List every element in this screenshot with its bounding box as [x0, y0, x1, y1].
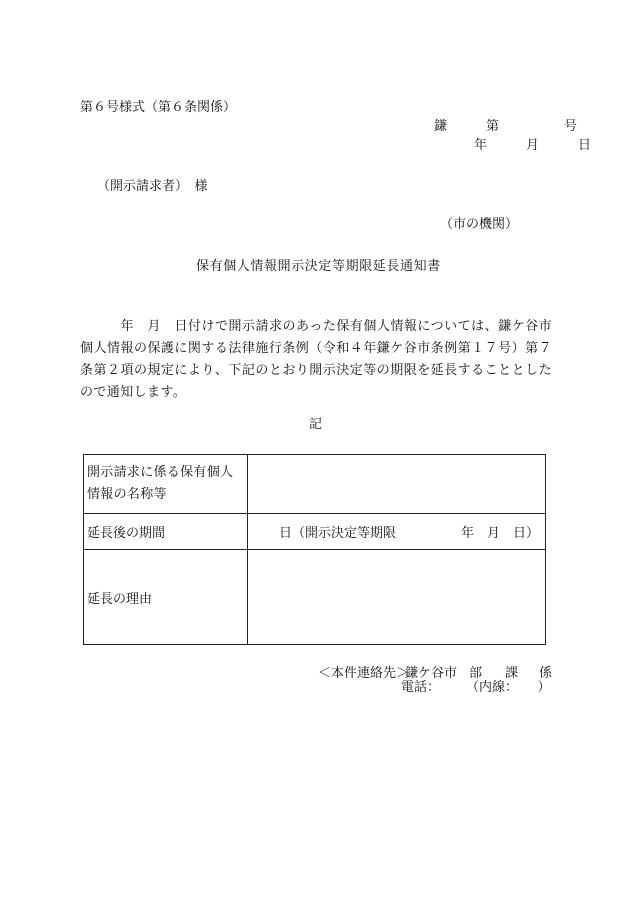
extension-reason-value: [248, 550, 546, 645]
document-title: 保有個人情報開示決定等期限延長通知書: [196, 259, 441, 274]
contact-phone-label: 電話：: [401, 680, 441, 695]
recipient: （開示請求者） 様: [97, 179, 208, 194]
detail-table: [83, 454, 546, 645]
item-name-label-line2: 情報の名称等: [87, 487, 167, 502]
extended-period-label: 延長後の期間: [84, 514, 248, 550]
contact-dept: 部: [469, 666, 483, 681]
item-name-label-line1: 開示請求に係る保有個人: [87, 465, 234, 480]
table-row: [84, 550, 546, 645]
table-row: [84, 514, 546, 550]
contact-org: 鎌ケ谷市: [405, 666, 458, 681]
ki-heading: 記: [309, 417, 323, 432]
contact-label: ＜本件連絡先＞: [318, 666, 410, 681]
contact-unit: 係: [539, 666, 553, 681]
sender: （市の機関）: [440, 217, 519, 232]
contact-section: 課: [505, 666, 519, 681]
item-name-label: [84, 455, 248, 514]
document-number: 鎌 第 号: [434, 119, 591, 134]
form-number: 第６号様式（第６条関係）: [80, 100, 237, 115]
table-row: [84, 455, 546, 514]
body-paragraph: 年 月 日付けで開示請求のあった保有個人情報については、鎌ケ谷市個人情報の保護に関する法律施行条例（令和４年鎌ケ谷市条例第１７号）第７条第２項の規定により、下記のとおり開示決定等の期限を延長することとしたので通知します。: [80, 319, 552, 400]
extension-reason-label: 延長の理由: [84, 550, 248, 645]
document-date: 年 月 日: [474, 138, 605, 153]
item-name-value: [248, 455, 546, 514]
contact-extension: （内線： ）: [466, 680, 551, 695]
extended-period-value: 日（開示決定等期限 年 月 日）: [248, 514, 546, 550]
